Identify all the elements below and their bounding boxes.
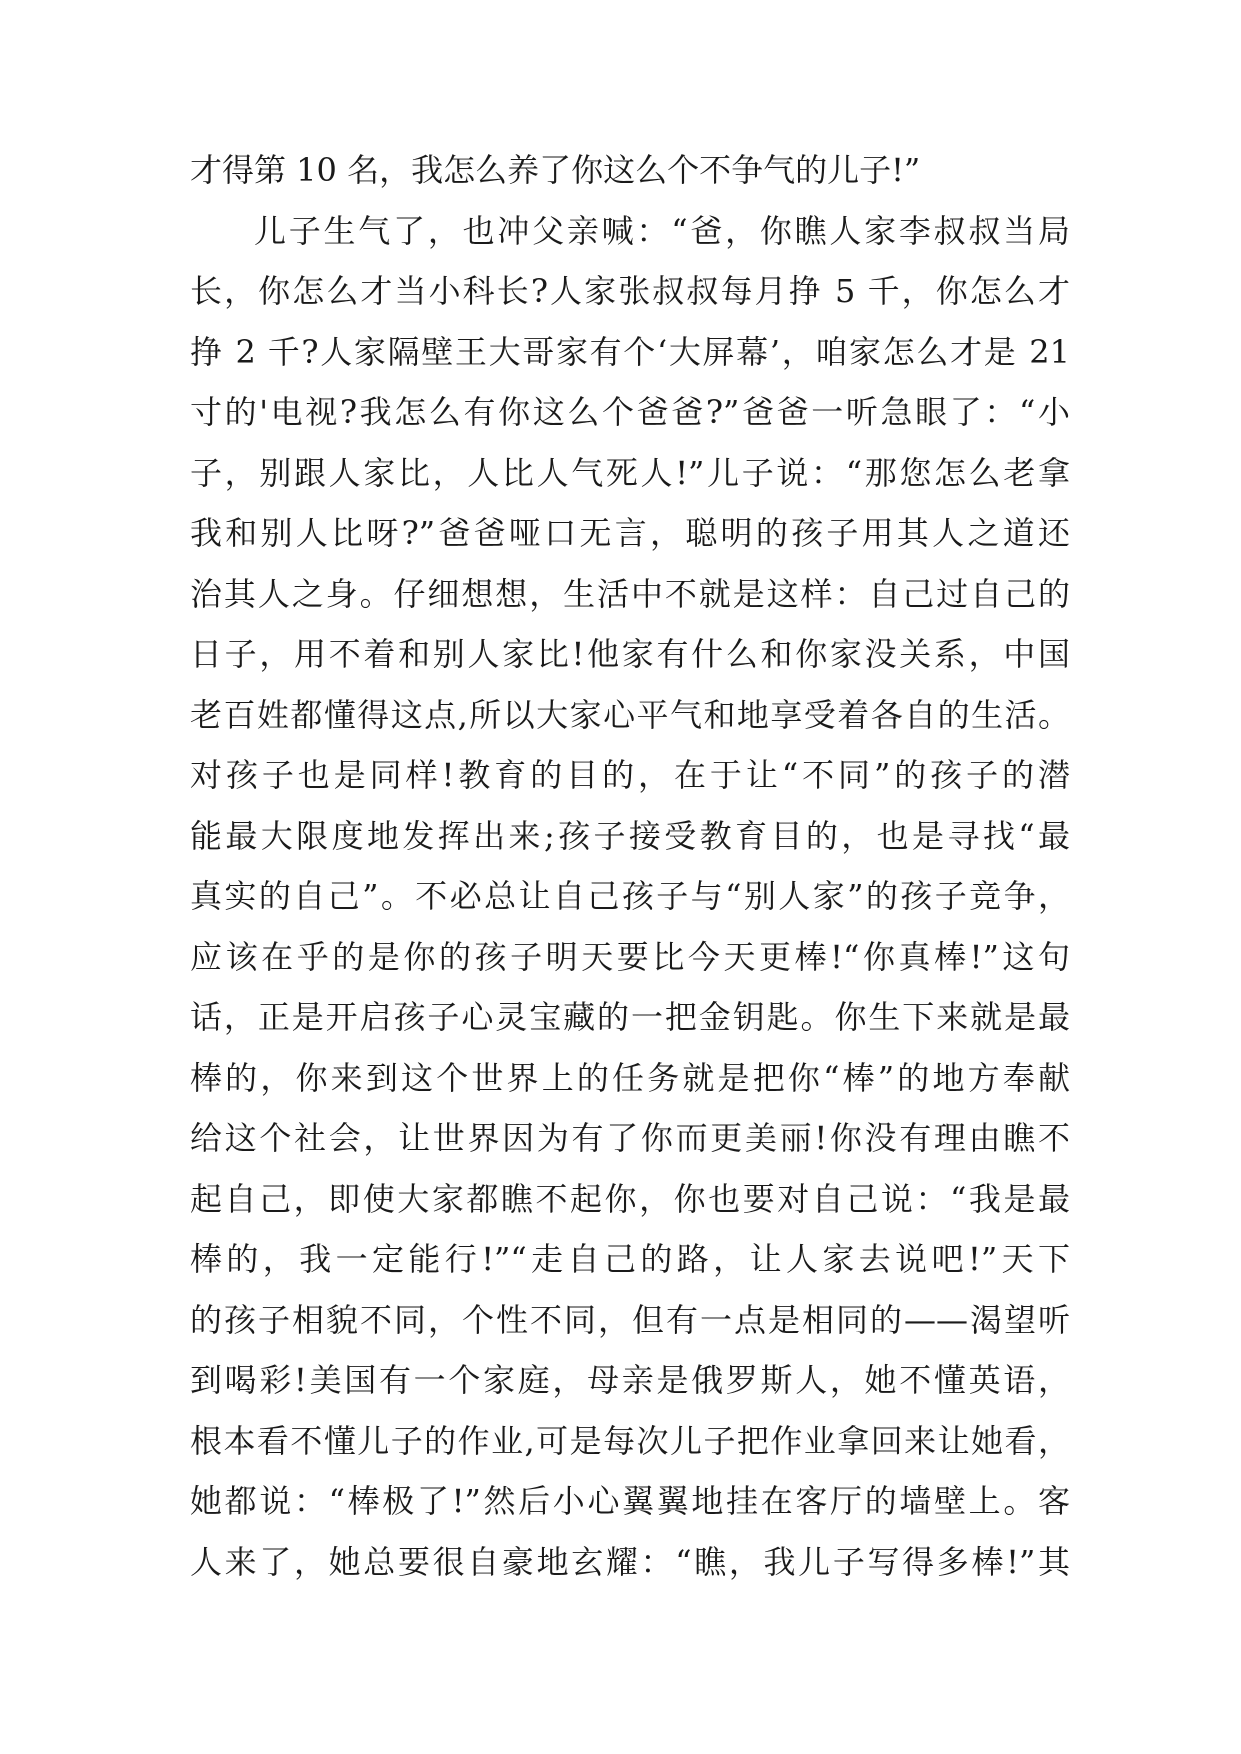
text-line: 到喝彩!美国有一个家庭，母亲是俄罗斯人，她不懂英语， xyxy=(190,1361,1070,1399)
text-line: 对孩子也是同样!教育的目的，在于让“不同”的孩子的潜 xyxy=(190,756,1070,794)
text-line: 治其人之身。仔细想想，生活中不就是这样：自己过自己的 xyxy=(190,574,1070,613)
text-line: 棒的，我一定能行!”“走自己的路，让人家去说吧!”天下 xyxy=(190,1240,1070,1278)
text-line: 能最大限度地发挥出来;孩子接受教育目的，也是寻找“最 xyxy=(190,816,1070,855)
text-line: 才得第 10 名，我怎么养了你这么个不争气的儿子!” xyxy=(190,151,921,189)
text-line: 我和别人比呀?”爸爸哑口无言，聪明的孩子用其人之道还 xyxy=(190,514,1070,552)
text-line: 老百姓都懂得这点,所以大家心平气和地享受着各自的生活。 xyxy=(190,695,1070,734)
text-line: 话，正是开启孩子心灵宝藏的一把金钥匙。你生下来就是最 xyxy=(190,998,1070,1036)
text-line: 的孩子相貌不同，个性不同，但有一点是相同的——渴望听 xyxy=(190,1300,1070,1339)
text-line: 真实的自己”。不必总让自己孩子与“别人家”的孩子竞争， xyxy=(190,877,1070,915)
text-line: 起自己，即使大家都瞧不起你，你也要对自己说：“我是最 xyxy=(190,1179,1070,1218)
article-text xyxy=(190,140,1070,1592)
text-line: 给这个社会，让世界因为有了你而更美丽!你没有理由瞧不 xyxy=(190,1119,1070,1157)
text-line: 应该在乎的是你的孩子明天要比今天更棒!“你真棒!”这句 xyxy=(190,937,1070,976)
text-line: 人来了，她总要很自豪地玄耀：“瞧，我儿子写得多棒!”其 xyxy=(190,1542,1070,1581)
text-line: 挣 2 千?人家隔壁王大哥家有个‘大屏幕’，咱家怎么才是 21 xyxy=(190,332,1070,371)
text-line: 长，你怎么才当小科长?人家张叔叔每月挣 5 千，你怎么才 xyxy=(190,272,1070,310)
text-line: 她都说：“棒极了!”然后小心翼翼地挂在客厅的墙壁上。客 xyxy=(190,1482,1070,1520)
text-line: 棒的，你来到这个世界上的任务就是把你“棒”的地方奉献 xyxy=(190,1058,1070,1097)
text-line: 根本看不懂儿子的作业,可是每次儿子把作业拿回来让她看， xyxy=(190,1421,1070,1460)
text-line: 日子，用不着和别人家比!他家有什么和你家没关系，中国 xyxy=(190,635,1070,673)
text-line: 寸的'电视?我怎么有你这么个爸爸?”爸爸一听急眼了：“小 xyxy=(190,393,1070,431)
text-line: 子，别跟人家比，人比人气死人!”儿子说：“那您怎么老拿 xyxy=(190,453,1070,492)
paragraph-start-line: 儿子生气了，也冲父亲喊：“爸，你瞧人家李叔叔当局 xyxy=(254,211,1070,250)
